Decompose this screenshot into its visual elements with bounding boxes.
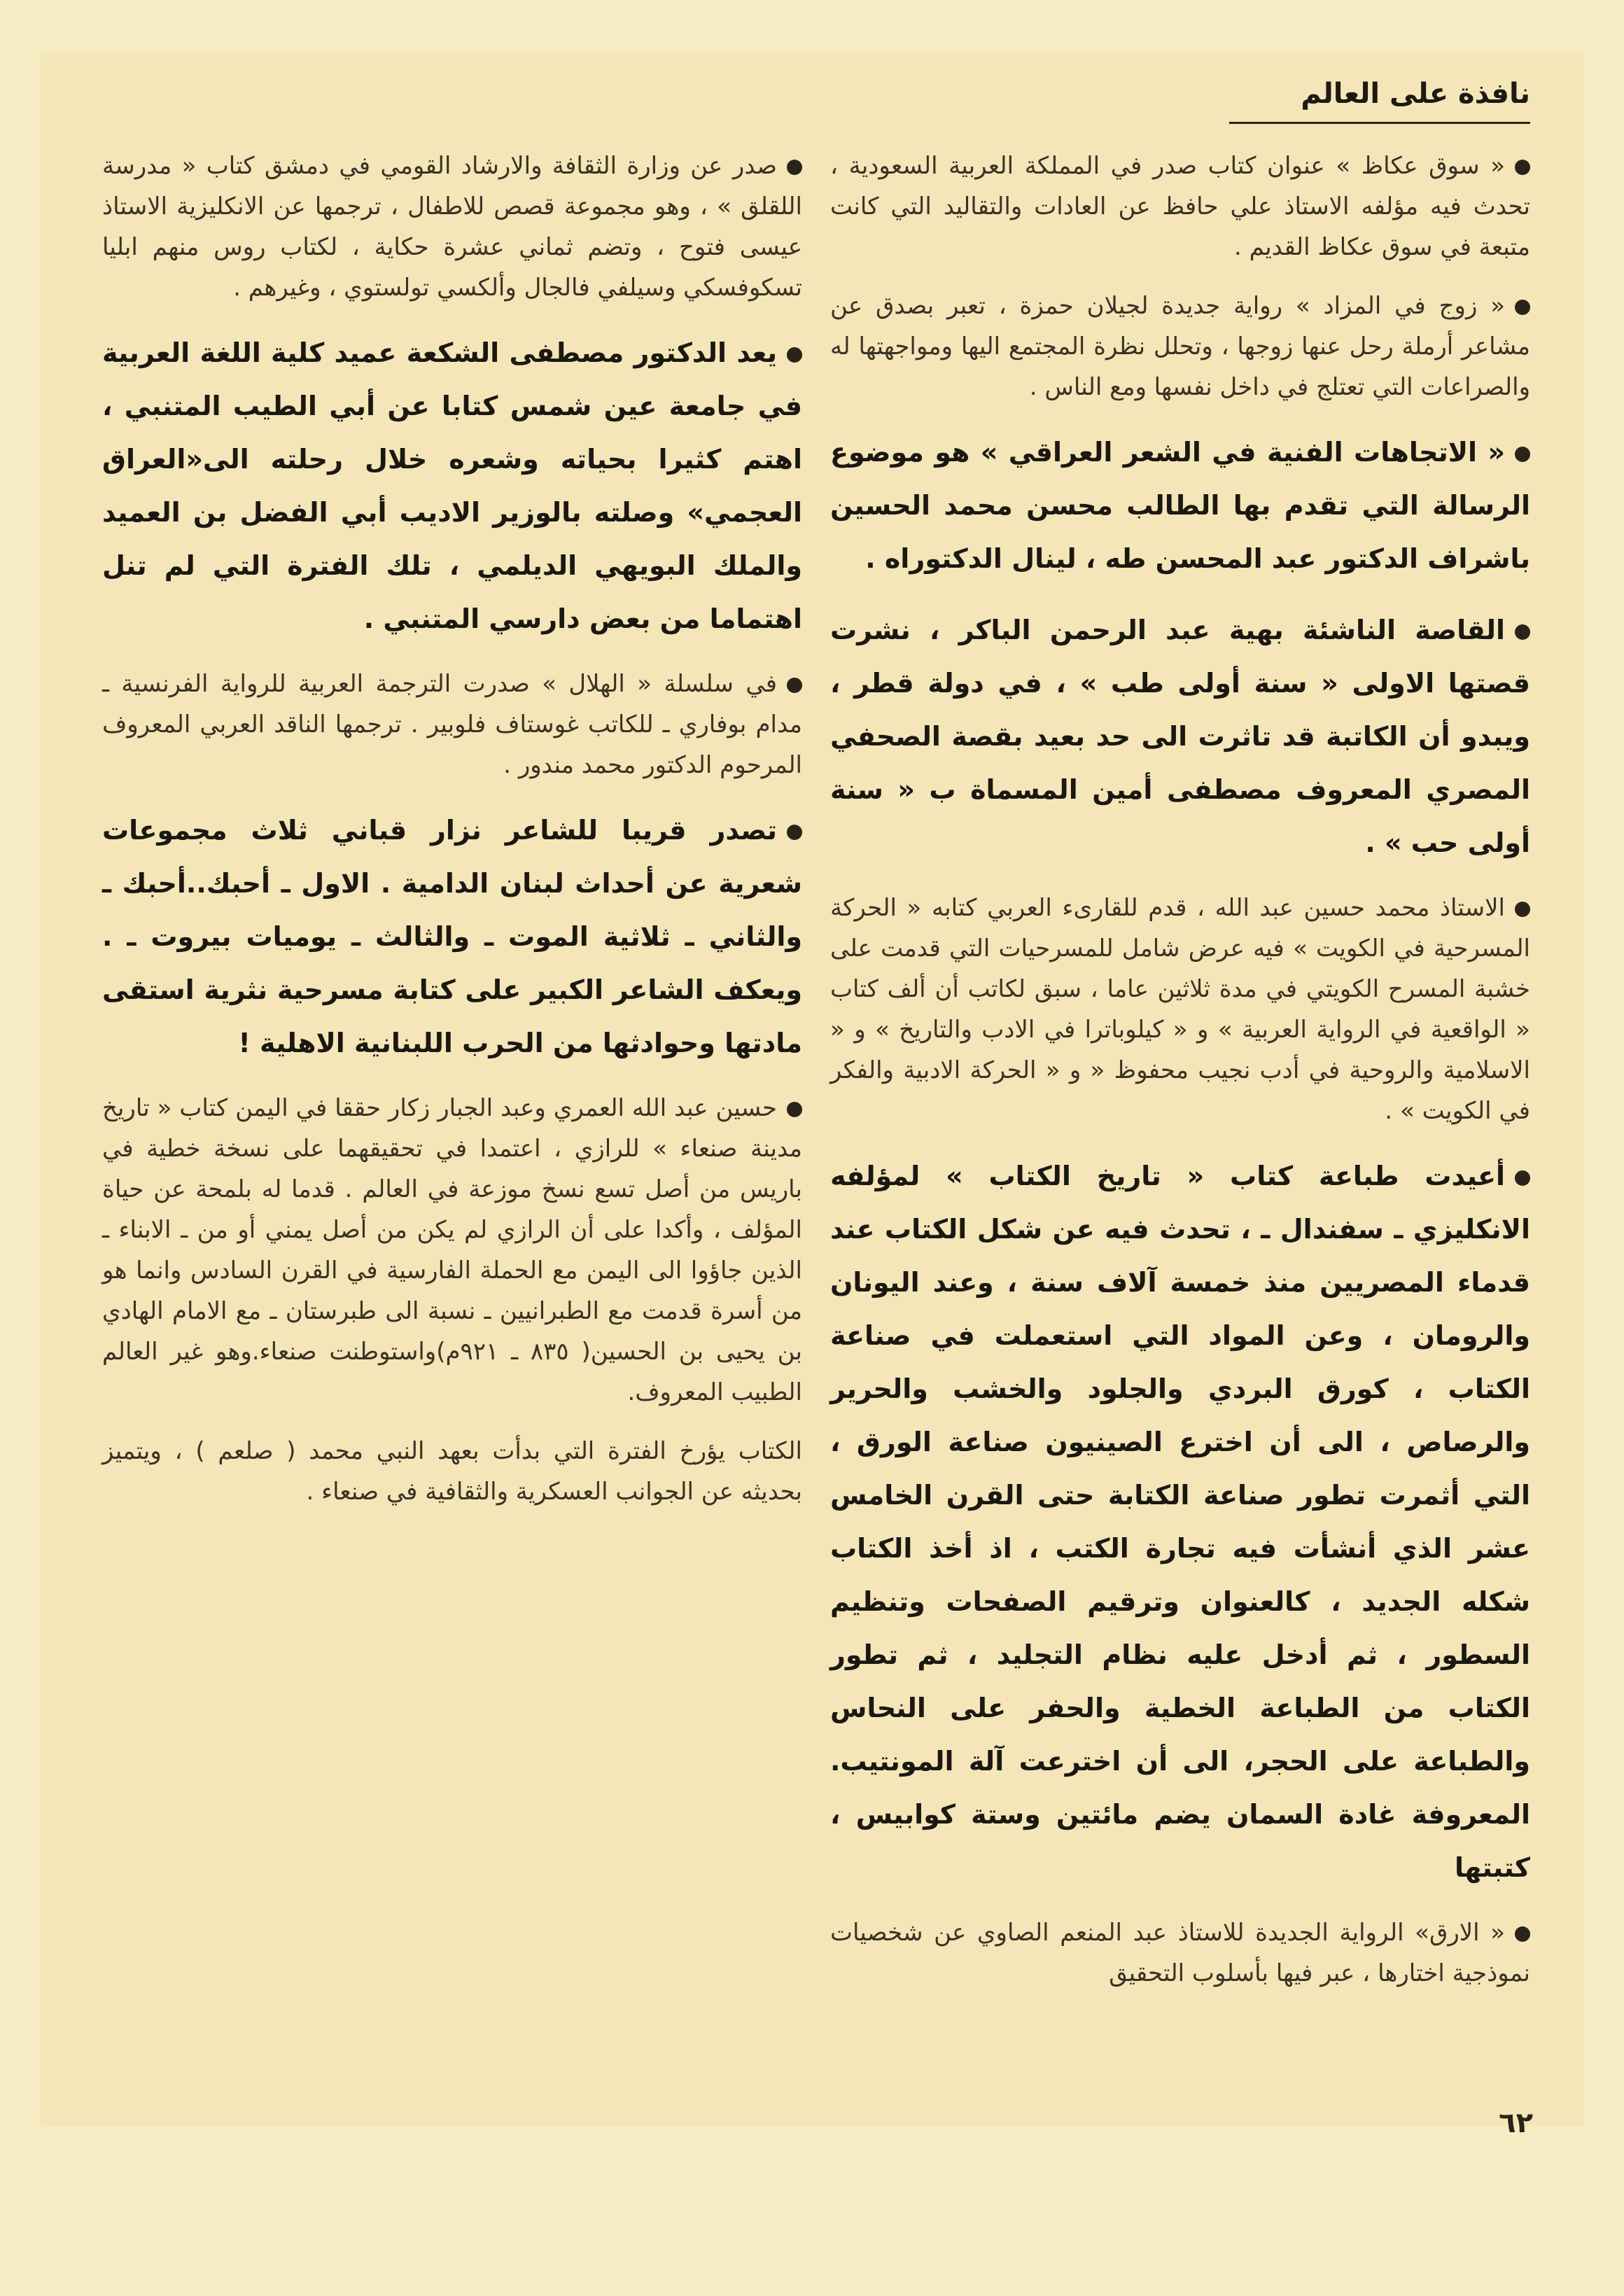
news-item <box>102 146 802 308</box>
bullet-icon <box>1515 1926 1530 1942</box>
news-item <box>102 664 802 785</box>
bullet-icon <box>1515 300 1530 315</box>
bullet-icon <box>1515 624 1530 640</box>
magazine-page <box>41 55 1585 2127</box>
news-item <box>830 286 1530 407</box>
item-text: في سلسلة « الهلال » صدرت الترجمة العربية للرواية الفرنسية ـ مدام بوفاري ـ للكاتب غوستاف فلوبير . ترجمها الناقد العربي المعروف المرحوم الدكتور محمد مندور . <box>102 670 802 779</box>
bullet-icon <box>787 825 802 840</box>
right-column <box>830 146 1530 2012</box>
left-column <box>102 146 802 1530</box>
news-item <box>102 804 802 1070</box>
news-item <box>830 1912 1530 1994</box>
item-text: الكتاب يؤرخ الفترة التي بدأت بعهد النبي محمد ( صلعم ) ، ويتميز بحديثه عن الجوانب العسكرية والثقافية في صنعاء . <box>102 1437 802 1506</box>
item-text: القاصة الناشئة بهية عبد الرحمن الباكر ، نشرت قصتها الاولى « سنة أولى طب » ، في دولة قطر ، ويبدو أن الكاتبة قد تاثرت الى حد بعيد بقصة الصحفي المصري المعروف مصطفى أمين المسماة ب « سنة أولى حب » . <box>830 615 1530 858</box>
bullet-icon <box>787 160 802 175</box>
header-divider <box>1229 122 1530 124</box>
item-text: « الاتجاهات الفنية في الشعر العراقي » هو موضوع الرسالة التي تقدم بها الطالب محسن محمد الحسين باشراف الدكتور عبد المحسن طه ، لينال الدكتوراه . <box>830 437 1530 574</box>
bullet-icon <box>1515 1170 1530 1186</box>
bullet-icon <box>787 1102 802 1117</box>
item-text: صدر عن وزارة الثقافة والارشاد القومي في دمشق كتاب « مدرسة اللقلق » ، وهو مجموعة قصص للاطفال ، ترجمها عن الانكليزية الاستاذ عيسى فتوح ، وتضم ثماني عشرة حكاية ، لكتاب روس منهم ابليا تسكوفسكي وسيلفي فالجال وألكسي تولستوي ، وغيرهم . <box>102 152 802 302</box>
bullet-icon <box>1515 902 1530 917</box>
section-header <box>1229 74 1530 116</box>
item-text: أعيدت طباعة كتاب « تاريخ الكتاب » لمؤلفه الانكليزي ـ سفندال ـ ، تحدث فيه عن شكل الكتاب عند قدماء المصريين منذ خمسة آلاف سنة ، وعند اليونان والرومان ، وعن المواد التي استعملت في صناعة الكتاب ، كورق البردي والجلود والخشب والحرير والرصاص ، الى أن اخترع الصينيون صناعة الورق ، التي أثمرت تطور صناعة الكتابة حتى القرن الخامس عشر الذي أنشأت فيه تجارة الكتب ، اذ أخذ الكتاب شكله الجديد ، كالعنوان وترقيم الصفحات وتنظيم السطور ، ثم أدخل عليه نظام التجليد ، ثم تطور الكتاب من الطباعة الخطية والحفر على النحاس والطباعة على الحجر، الى أن اخترعت آلة المونتيب. المعروفة غادة السمان يضم مائتين وستة كوابيس ، كتبتها <box>830 1161 1530 1883</box>
item-text: « زوج في المزاد » رواية جديدة لجيلان حمزة ، تعبر بصدق عن مشاعر أرملة رحل عنها زوجها ، وتحلل نظرة المجتمع اليها ومواجهتها له والصراعات التي تعتلج في داخل نفسها ومع الناس . <box>830 292 1530 401</box>
news-item <box>102 326 802 645</box>
bullet-icon <box>787 678 802 693</box>
item-text: « سوق عكاظ » عنوان كتاب صدر في المملكة العربية السعودية ، تحدث فيه مؤلفه الاستاذ علي حافظ عن العادات والتقاليد التي كانت متبعة في سوق عكاظ القديم . <box>830 152 1530 261</box>
bullet-icon <box>1515 447 1530 462</box>
item-text: « الارق» الرواية الجديدة للاستاذ عبد المنعم الصاوي عن شخصيات نموذجية اختارها ، عبر فيها بأسلوب التحقيق <box>830 1919 1530 1987</box>
item-text: الاستاذ محمد حسين عبد الله ، قدم للقارىء العربي كتابه « الحركة المسرحية في الكويت » فيه عرض شامل للمسرحيات التي قدمت على خشبة المسرح الكويتي في مدة ثلاثين عاما ، سبق لكاتب أن ألف كتاب « الواقعية في الرواية العربية » و « كيلوباترا في الادب والتاريخ » و « الاسلامية والروحية في أدب نجيب محفوظ « و « الحركة الادبية والفكر في الكويت » . <box>830 894 1530 1125</box>
news-item <box>830 426 1530 585</box>
section-title: نافذة على العالم <box>1301 78 1530 110</box>
news-item <box>830 146 1530 267</box>
bullet-icon <box>1515 160 1530 175</box>
item-text: تصدر قريبا للشاعر نزار قباني ثلاث مجموعات شعرية عن أحداث لبنان الدامية . الاول ـ أحبك..أحبك ـ والثاني ـ ثلاثية الموت ـ والثالث ـ يوميات بيروت ـ . ويعكف الشاعر الكبير على كتابة مسرحية نثرية استقى مادتها وحوادثها من الحرب اللبنانية الاهلية ! <box>102 815 802 1058</box>
page-number: ٦٢ <box>1499 2107 1533 2139</box>
item-text: حسين عبد الله العمري وعبد الجبار زكار حققا في اليمن كتاب « تاريخ مدينة صنعاء » للرازي ، اعتمدا في تحقيقهما على نسخة خطية في باريس من أصل تسع نسخ موزعة في العالم . قدما له بلمحة عن حياة المؤلف ، وأكدا على أن الرازي لم يكن من أصل يمني أو من ـ الابناء ـ الذين جاؤوا الى اليمن مع الحملة الفارسية في القرن السادس وانما هو من أسرة قدمت مع الطبرانيين ـ نسبة الى طبرستان ـ مع الامام الهادي بن يحيى بن الحسين( ٨٣٥ ـ ٩٢١م)واستوطنت صنعاء.وهو غير العالم الطبيب المعروف. <box>102 1094 803 1406</box>
news-item <box>830 888 1530 1131</box>
news-item-continuation <box>102 1431 802 1512</box>
news-item <box>102 1088 802 1413</box>
news-item <box>830 1149 1530 1894</box>
news-item <box>830 603 1530 869</box>
bullet-icon <box>787 347 802 363</box>
item-text: يعد الدكتور مصطفى الشكعة عميد كلية اللغة العربية في جامعة عين شمس كتابا عن أبي الطيب المتنبي ، اهتم كثيرا بحياته وشعره خلال رحلته الى«العراق العجمي» وصلته بالوزير الاديب أبي الفضل بن العميد والملك البويهي الديلمي ، تلك الفترة التي لم تنل اهتماما من بعض دارسي المتنبي . <box>102 337 802 634</box>
